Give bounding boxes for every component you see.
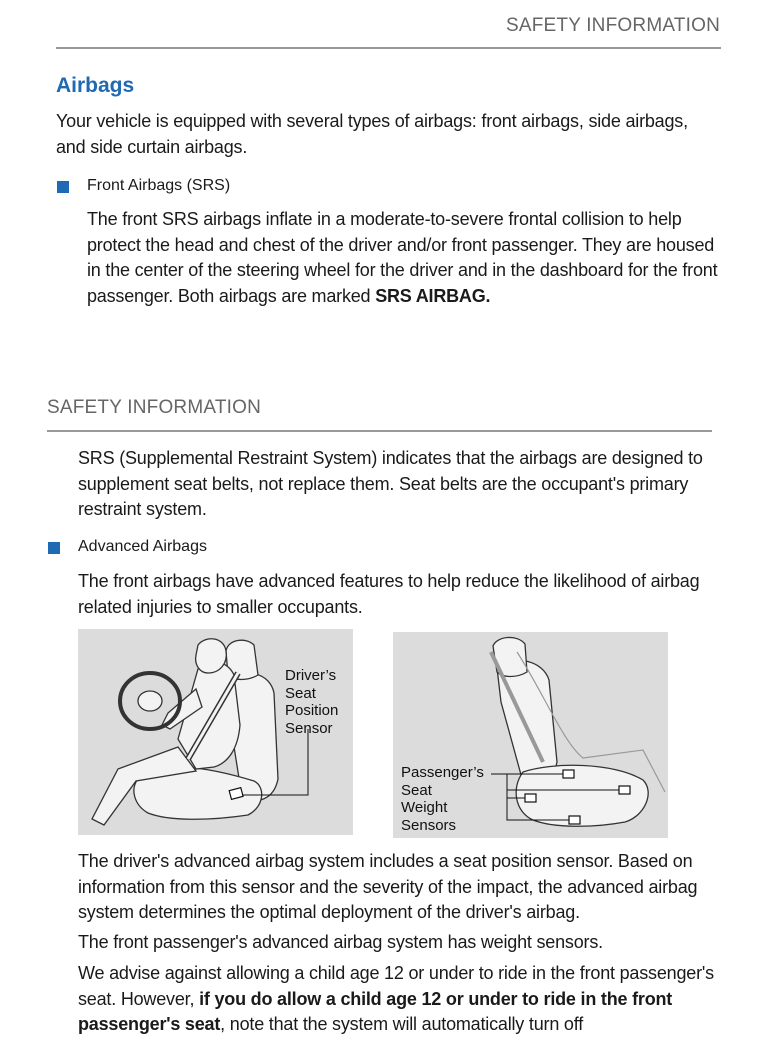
srs-airbag-label: SRS AIRBAG.	[375, 285, 491, 306]
page2-para3	[78, 961, 718, 1038]
page2-para1: The driver's advanced airbag system includes a seat position sensor. Based on information from this sensor and the severity of the impact, the advanced airbag system determines the optimal deployment of the driver's airbag.	[78, 851, 698, 922]
callout-line: Seat	[401, 781, 432, 799]
page1-section-body	[87, 207, 727, 309]
page2-para2: The front passenger's advanced airbag system has weight sensors.	[78, 932, 603, 952]
page2-para3-end: , note that the system will automatically turn off	[220, 1014, 584, 1034]
page1-intro: Your vehicle is equipped with several types of airbags: front airbags, side airbags, and side curtain airbags.	[56, 111, 688, 157]
page1-section-heading: Front Airbags (SRS)	[87, 177, 231, 194]
page1-header-rule	[56, 47, 721, 49]
page2-section-bullet	[48, 542, 60, 554]
callout-line: Driver’s	[285, 667, 337, 684]
page2-header-rule	[47, 430, 712, 432]
passenger-seat-callout	[401, 764, 484, 834]
passenger-seat-figure	[393, 632, 668, 838]
page2-para3-start: We advise against allowing a child age 12 or under to ride in the front passenger's seat. However,	[78, 963, 714, 1009]
callout-line: Sensors	[401, 816, 457, 834]
callout-line: Sensor	[285, 719, 333, 737]
page1-header: SAFETY INFORMATION	[505, 15, 720, 36]
driver-seat-figure	[78, 629, 353, 835]
callout-line: Weight	[401, 799, 448, 816]
page2-intro: SRS (Supplemental Restraint System) indicates that the airbags are designed to supplement seat belts, not replace them. Seat belts are the occupant's primary restraint system.	[78, 448, 703, 519]
callout-line: Passenger’s	[401, 764, 484, 781]
page2-section-heading: Advanced Airbags	[78, 538, 207, 555]
page2-header: SAFETY INFORMATION	[47, 397, 262, 418]
callout-line: Position	[285, 702, 339, 719]
page2-para3-bold: if you do allow a child age 12 or under to ride in the front passenger's seat	[78, 988, 673, 1034]
page2-section-body: The front airbags have advanced features to help reduce the likelihood of airbag related injuries to smaller occupants.	[78, 571, 700, 617]
page1-section-body-text: The front SRS airbags inflate in a moderate-to-severe frontal collision to help protect the head and chest of the driver and/or front passenger. They are housed in the center of the steering wheel for the driver and in the dashboard for the front passenger. Both airbags are marked	[87, 209, 718, 306]
page1-title: Airbags	[56, 74, 135, 97]
page1-section-bullet	[57, 181, 69, 193]
callout-line: Seat	[285, 684, 316, 702]
driver-seat-callout	[285, 667, 338, 737]
